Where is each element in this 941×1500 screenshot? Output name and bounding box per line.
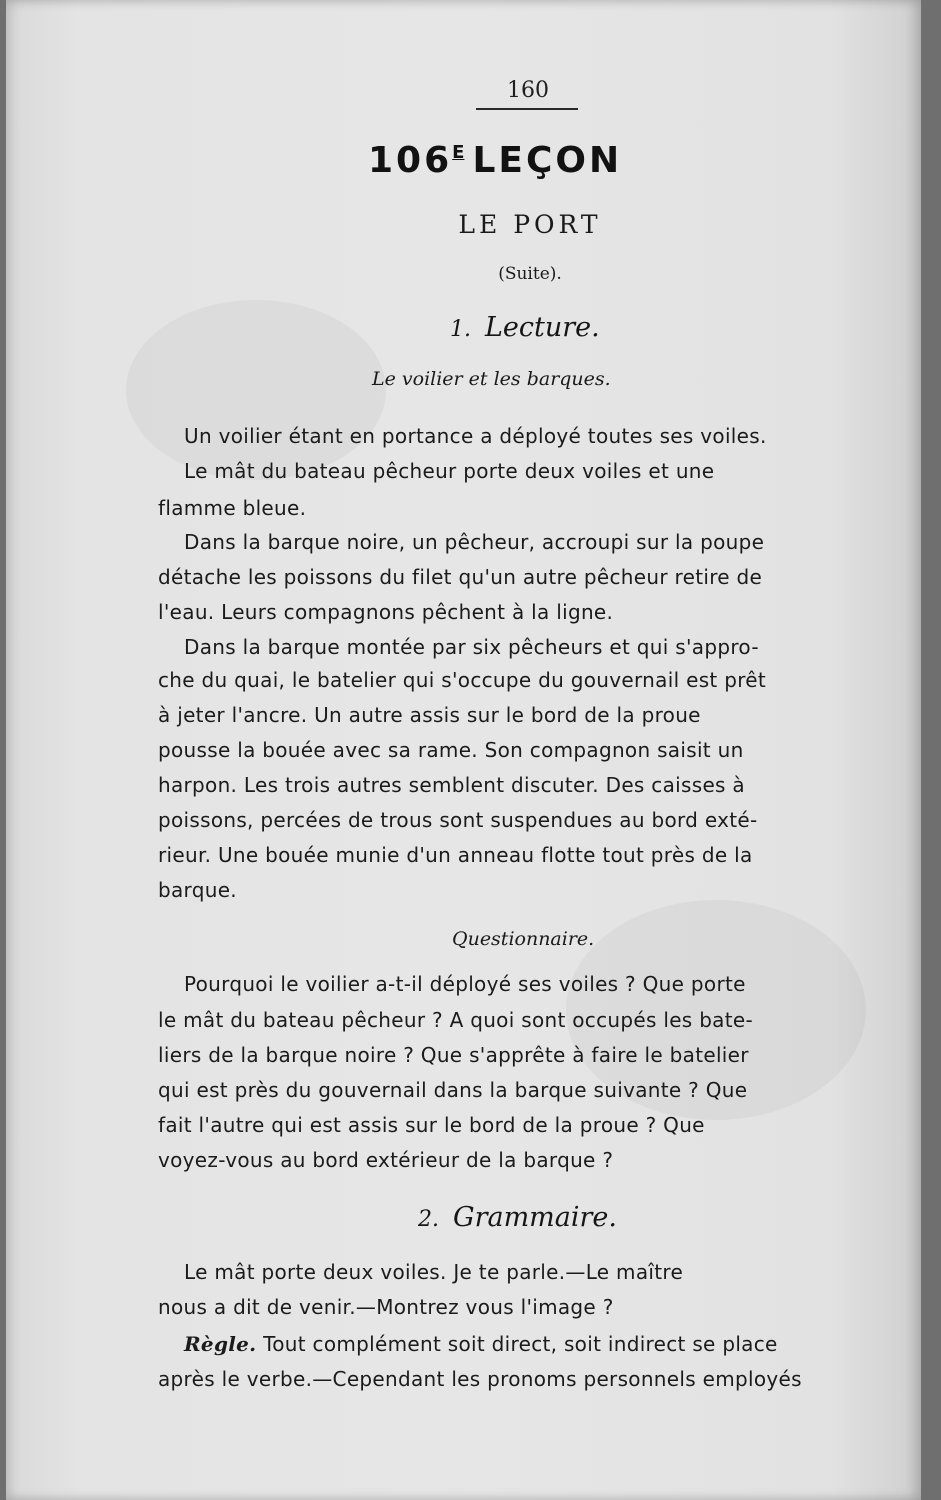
rule-line (184, 1332, 778, 1356)
question-line: le mât du bateau pêcheur ? A quoi sont occupés les bate- (158, 1008, 754, 1032)
question-line: liers de la barque noire ? Que s'apprête à faire le batelier (158, 1043, 749, 1067)
page-number: 160 (507, 78, 549, 103)
rule-line: après le verbe.—Cependant les pronoms personnels employés (158, 1367, 802, 1391)
grammar-line: nous a dit de venir.—Montrez vous l'image ? (158, 1295, 614, 1319)
section-title: Lecture. (485, 312, 600, 343)
lesson-word: LEÇON (472, 140, 623, 181)
question-line: qui est près du gouvernail dans la barque suivante ? Que (158, 1078, 748, 1102)
section-number: 2. (418, 1207, 439, 1232)
reading-line: barque. (158, 878, 237, 902)
reading-line: rieur. Une bouée munie d'un anneau flotte tout près de la (158, 843, 753, 867)
section-heading-lecture (450, 312, 600, 343)
reading-line: Le mât du bateau pêcheur porte deux voiles et une (184, 459, 715, 483)
lesson-suite: (Suite). (498, 264, 562, 284)
lesson-title (368, 140, 668, 181)
rule-text: Tout complément soit direct, soit indirect se place (263, 1332, 778, 1356)
reading-line: harpon. Les trois autres semblent discuter. Des caisses à (158, 773, 745, 797)
questionnaire-title: Questionnaire. (452, 928, 595, 950)
reading-line: détache les poissons du filet qu'un autre pêcheur retire de (158, 565, 763, 589)
question-line: Pourquoi le voilier a-t-il déployé ses voiles ? Que porte (184, 972, 746, 996)
reading-title: Le voilier et les barques. (372, 368, 611, 390)
question-line: voyez-vous au bord extérieur de la barque ? (158, 1148, 614, 1172)
reading-line: che du quai, le batelier qui s'occupe du gouvernail est prêt (158, 668, 767, 692)
lesson-subtitle: LE PORT (458, 210, 602, 239)
grammar-line: Le mât porte deux voiles. Je te parle.—Le maître (184, 1260, 684, 1284)
reading-line: Un voilier étant en portance a déployé toutes ses voiles. (184, 424, 767, 448)
reading-line: poissons, percées de trous sont suspendues au bord exté- (158, 808, 758, 832)
question-line: fait l'autre qui est assis sur le bord de la proue ? Que (158, 1113, 705, 1137)
reading-line: Dans la barque noire, un pêcheur, accroupi sur la poupe (184, 530, 765, 554)
reading-line: à jeter l'ancre. Un autre assis sur le bord de la proue (158, 703, 701, 727)
section-title: Grammaire. (453, 1202, 617, 1233)
rule-label: Règle. (184, 1332, 257, 1356)
reading-line: flamme bleue. (158, 496, 307, 520)
page-number-rule (476, 108, 578, 110)
lesson-suffix: E (452, 142, 465, 163)
reading-line: l'eau. Leurs compagnons pêchent à la ligne. (158, 600, 614, 624)
reading-line: pousse la bouée avec sa rame. Son compagnon saisit un (158, 738, 744, 762)
lesson-number: 106 (368, 140, 453, 181)
section-number: 1. (450, 317, 471, 342)
section-heading-grammaire (418, 1202, 617, 1233)
paper-stain (126, 300, 386, 480)
reading-line: Dans la barque montée par six pêcheurs et qui s'appro- (184, 635, 759, 659)
